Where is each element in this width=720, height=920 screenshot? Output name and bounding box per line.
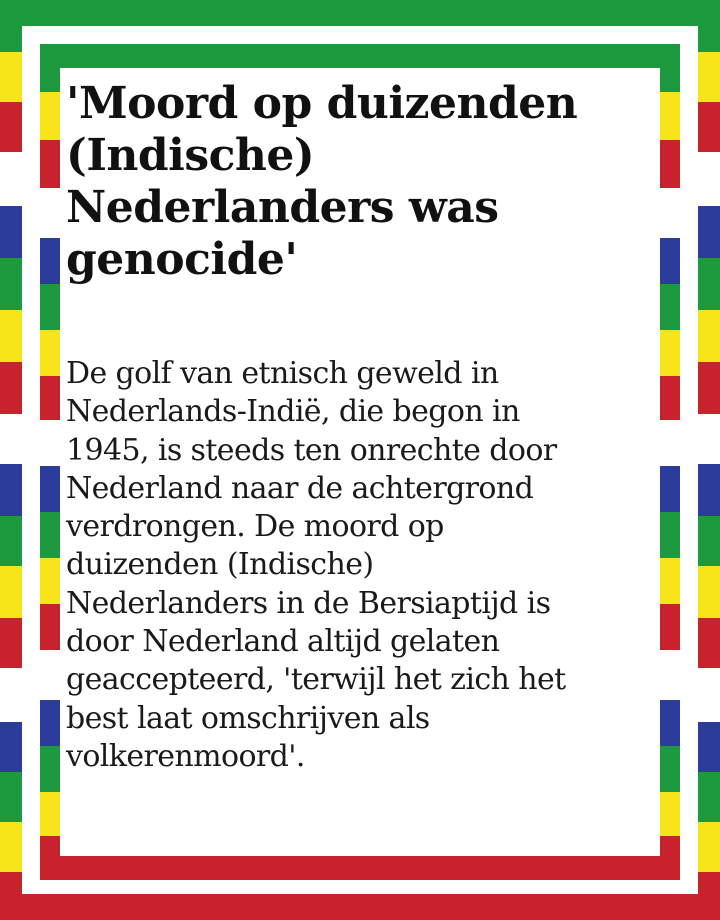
left-inner-stripe-segment [40,330,60,376]
right-outer-stripe-segment [698,258,720,310]
body-line: duizenden (Indische) [66,547,374,583]
body-line: De golf van etnisch geweld in [66,356,499,391]
top-stripe [0,0,720,26]
right-outer-stripe-segment [698,310,720,362]
left-inner-stripe-segment [40,792,60,836]
right-outer-stripe-segment [698,362,720,414]
inner-top-stripe [40,44,680,68]
right-outer-stripe-segment [698,822,720,872]
body-line: Nederlanders in de Bersiaptijd is [66,585,551,621]
left-inner-stripe-segment [40,68,60,92]
right-outer-stripe-segment [698,52,720,102]
right-outer-stripe-segment [698,26,720,52]
right-inner-stripe-segment [660,68,680,92]
left-inner-stripe-segment [40,836,60,856]
headline-line: Nederlanders was [66,182,499,233]
left-outer-stripe-segment [0,772,22,822]
right-inner-stripe-segment [660,512,680,558]
left-outer-stripe-segment [0,618,22,668]
left-inner-stripe-segment [40,376,60,420]
left-outer-stripe-segment [0,206,22,258]
left-outer-stripe-segment [0,26,22,52]
right-inner-stripe-segment [660,284,680,330]
left-inner-stripe-segment [40,604,60,650]
body-line: geaccepteerd, 'terwijl het zich het [66,662,566,698]
right-inner-stripe-segment [660,792,680,836]
body-line: door Nederland altijd gelaten [66,624,500,660]
bottom-stripe [0,894,720,920]
right-outer-stripe-segment [698,516,720,566]
left-inner-stripe-segment [40,92,60,140]
right-inner-stripe-segment [660,558,680,604]
left-inner-stripe-segment [40,238,60,284]
right-inner-stripe-segment [660,466,680,512]
right-inner-stripe-segment [660,238,680,284]
left-outer-stripe-segment [0,52,22,102]
right-outer-stripe-segment [698,464,720,516]
left-outer-stripe-segment [0,822,22,872]
headline-line: (Indische) [66,130,315,181]
right-outer-stripe-segment [698,722,720,772]
body-line: volkerenmoord'. [66,738,305,774]
right-outer-stripe-segment [698,872,720,894]
body-line: Nederlands-Indië, die begon in [66,394,520,430]
inner-bottom-stripe [40,856,680,880]
body-line: best laat omschrijven als [66,700,430,736]
headline-line: genocide' [66,234,298,285]
right-outer-stripe-segment [698,206,720,258]
right-inner-stripe-segment [660,376,680,420]
right-inner-stripe-segment [660,604,680,650]
left-outer-stripe-segment [0,362,22,414]
right-outer-stripe-segment [698,618,720,668]
body-line: verdrongen. De moord op [66,509,444,545]
headline-line: 'Moord op duizenden [66,78,578,129]
left-outer-stripe-segment [0,722,22,772]
right-inner-stripe-segment [660,836,680,856]
headline [66,78,652,286]
left-inner-stripe-segment [40,558,60,604]
left-outer-stripe-segment [0,516,22,566]
body-line: 1945, is steeds ten onrechte door [66,432,557,468]
left-inner-stripe-segment [40,746,60,792]
left-outer-stripe-segment [0,566,22,618]
left-outer-stripe-segment [0,310,22,362]
right-inner-stripe-segment [660,700,680,746]
left-outer-stripe-segment [0,258,22,310]
left-outer-stripe-segment [0,464,22,516]
body-line: Nederland naar de achtergrond [66,470,534,506]
left-inner-stripe-segment [40,284,60,330]
right-outer-stripe-segment [698,102,720,152]
left-inner-stripe-segment [40,466,60,512]
right-outer-stripe-segment [698,566,720,618]
left-inner-stripe-segment [40,700,60,746]
left-outer-stripe-segment [0,102,22,152]
right-inner-stripe-segment [660,92,680,140]
left-inner-stripe-segment [40,140,60,188]
left-inner-stripe-segment [40,512,60,558]
right-inner-stripe-segment [660,330,680,376]
right-inner-stripe-segment [660,140,680,188]
left-outer-stripe-segment [0,872,22,894]
article-card [62,72,656,852]
article-body [66,355,656,776]
right-outer-stripe-segment [698,772,720,822]
right-inner-stripe-segment [660,746,680,792]
